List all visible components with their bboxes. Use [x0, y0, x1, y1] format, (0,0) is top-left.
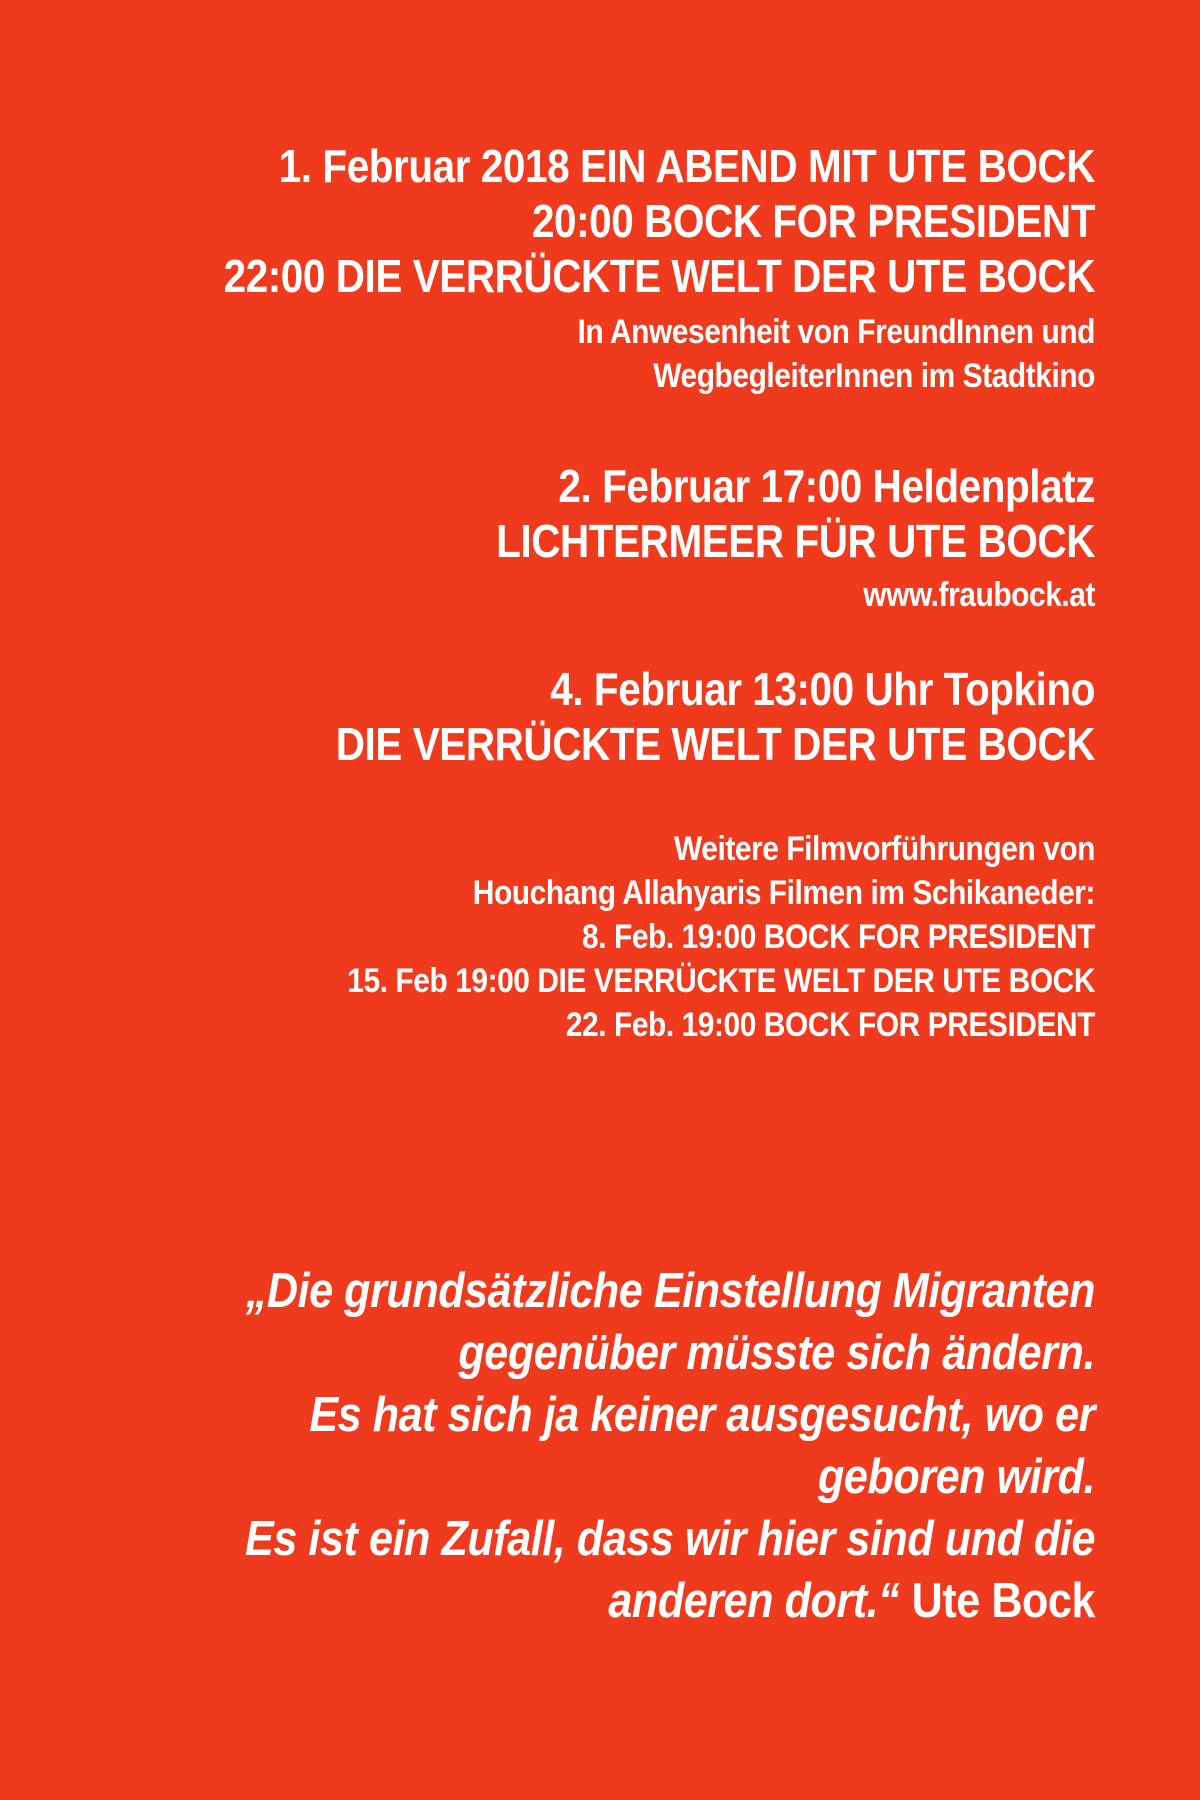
- event-2-section: [131, 459, 1095, 617]
- event-1-note: [131, 310, 1095, 398]
- screening-item: 22. Feb. 19:00 BOCK FOR PRESIDENT: [565, 1006, 1095, 1044]
- quote-closing-text: anderen dort.“: [608, 1574, 900, 1628]
- screenings-intro-line: Houchang Allahyaris Filmen im Schikaneder:: [472, 874, 1095, 912]
- quote-line: „Die grundsätzliche Einstellung Migranten: [245, 1264, 1096, 1318]
- event-1-screening-line: 20:00 BOCK FOR PRESIDENT: [531, 195, 1095, 247]
- event-1-title-line: 1. Februar 2018 EIN ABEND MIT UTE BOCK: [278, 140, 1095, 192]
- quote-line: gegenüber müsste sich ändern.: [458, 1326, 1095, 1380]
- event-3-film-line: DIE VERRÜCKTE WELT DER UTE BOCK: [335, 718, 1095, 770]
- screening-item: 8. Feb. 19:00 BOCK FOR PRESIDENT: [582, 918, 1095, 956]
- event-2-event-line: LICHTERMEER FÜR UTE BOCK: [496, 515, 1095, 567]
- screenings-section: [131, 827, 1095, 1047]
- website-url-text: www.fraubock.at: [863, 576, 1095, 614]
- event-1-note-line: In Anwesenheit von FreundInnen und: [577, 313, 1095, 351]
- screening-item: 15. Feb 19:00 DIE VERRÜCKTE WELT DER UTE BOCK: [347, 962, 1095, 1000]
- quote-section: [131, 1260, 1095, 1632]
- event-2-title-line: 2. Februar 17:00 Heldenplatz: [558, 460, 1095, 512]
- quote-attribution: Ute Bock: [911, 1574, 1095, 1628]
- event-3-title-line: 4. Februar 13:00 Uhr Topkino: [550, 663, 1095, 715]
- event-1-section: [131, 139, 1095, 398]
- quote-line: Es ist ein Zufall, dass wir hier sind und die: [245, 1512, 1095, 1566]
- poster: [131, 0, 1187, 1800]
- event-3-section: [131, 662, 1095, 772]
- event-1-note-line: WegbegleiterInnen im Stadtkino: [653, 357, 1095, 395]
- quote-line: Es hat sich ja keiner ausgesucht, wo er: [309, 1388, 1096, 1442]
- event-1-screening-line: 22:00 DIE VERRÜCKTE WELT DER UTE BOCK: [223, 250, 1095, 302]
- quote-line-last: [131, 1570, 1095, 1632]
- screenings-intro-line: Weitere Filmvorführungen von: [673, 830, 1095, 868]
- quote-line: geboren wird.: [818, 1450, 1095, 1504]
